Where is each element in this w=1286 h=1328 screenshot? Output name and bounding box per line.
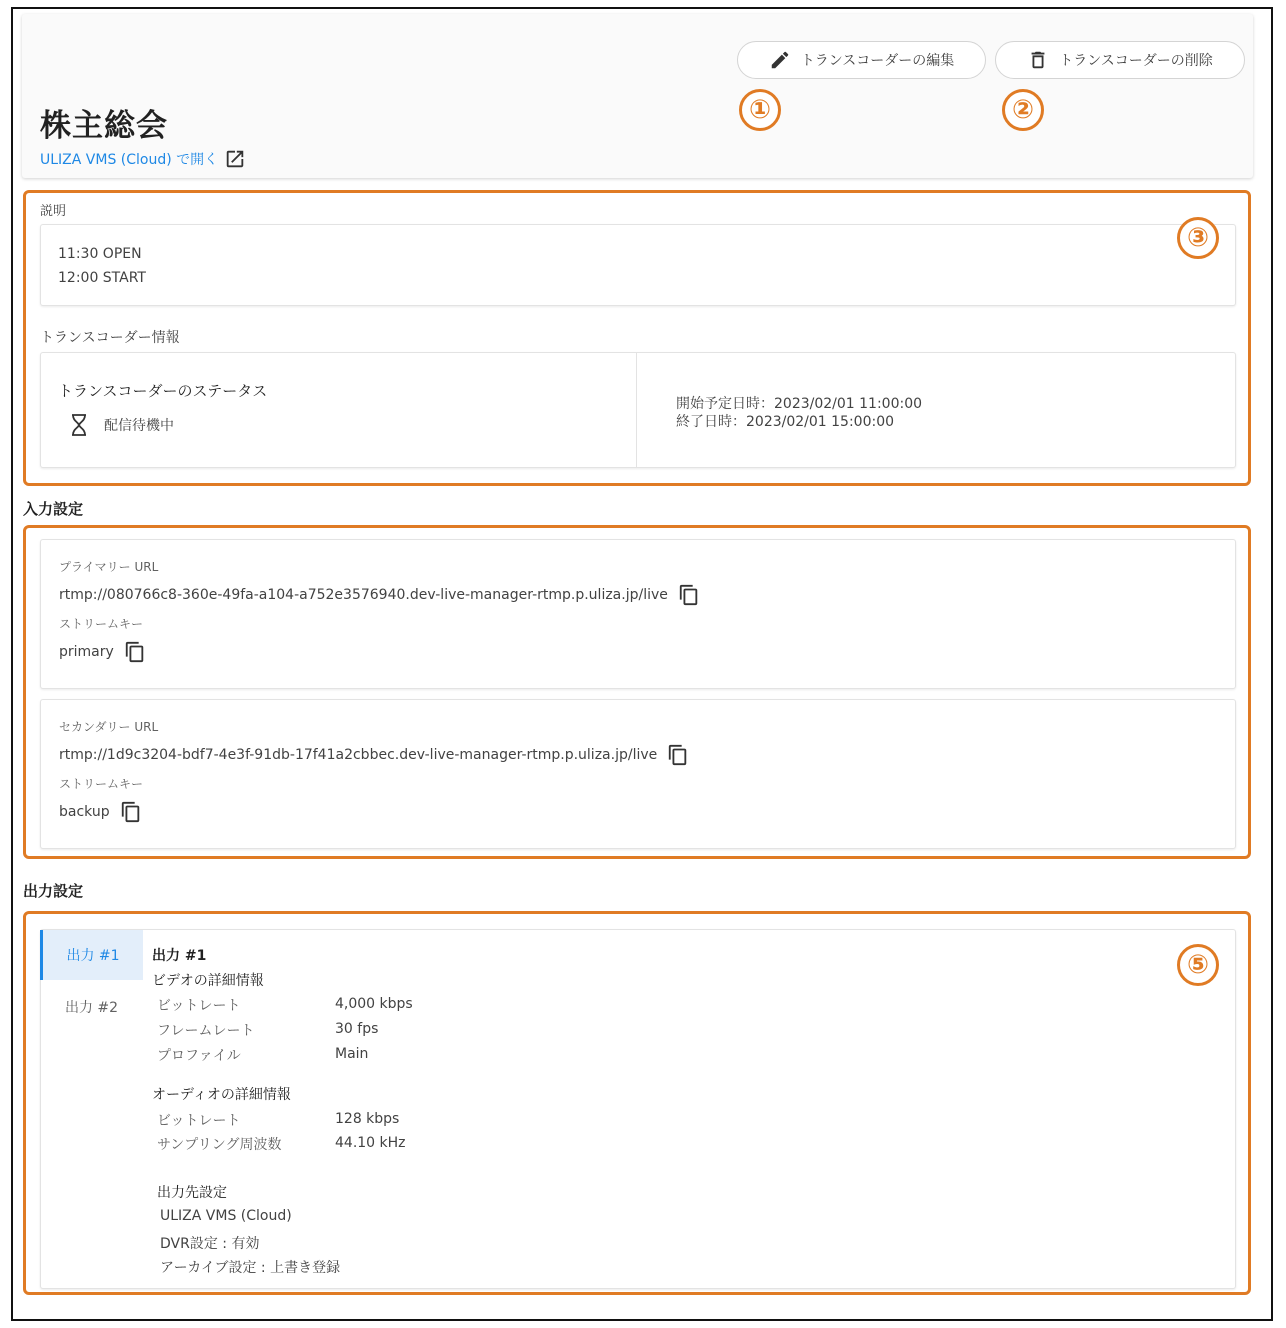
output-settings-heading: 出力設定 [23,882,84,900]
audio-details-heading: オーディオの詳細情報 [152,1087,291,1103]
end-time: 終了日時：2023/02/01 15:00:00 [676,414,895,430]
external-link-icon [224,148,246,170]
sampling-rate-value: 44.10 kHz [335,1135,406,1151]
open-link-label: ULIZA VMS (Cloud) で開く [40,152,219,168]
copy-icon[interactable] [124,640,146,664]
framerate-label: フレームレート [157,1023,255,1039]
description-line: 12:00 START [58,270,146,286]
copy-icon[interactable] [120,800,142,824]
audio-bitrate-value: 128 kbps [335,1111,400,1127]
page-title: 株主総会 [40,108,168,144]
transcoder-info-card [40,352,1236,468]
secondary-key-text: backup [59,804,110,820]
marker-1: ① [739,89,781,131]
video-bitrate-value: 4,000 kbps [335,996,413,1012]
status-label: トランスコーダーのステータス [58,382,268,400]
tab-output-2[interactable]: 出力 #2 [64,1000,119,1016]
delete-transcoder-button[interactable] [995,41,1245,79]
description-line: 11:30 OPEN [58,246,142,262]
edit-button-label: トランスコーダーの編集 [800,53,955,69]
destination-item: ULIZA VMS (Cloud) [160,1208,292,1224]
info-divider [636,353,637,467]
archive-setting: アーカイブ設定 : 上書き登録 [160,1260,341,1276]
secondary-key [59,800,142,824]
status-text: 配信待機中 [104,418,174,434]
profile-value: Main [335,1046,369,1062]
audio-bitrate-label: ビットレート [157,1113,241,1129]
marker-3: ③ [1177,217,1219,259]
copy-icon[interactable] [678,583,700,607]
secondary-url-label: セカンダリー URL [59,720,159,734]
output-title: 出力 #1 [152,948,207,964]
start-time: 開始予定日時：2023/02/01 11:00:00 [676,396,923,412]
open-in-vms-link[interactable] [40,148,246,170]
video-bitrate-label: ビットレート [157,998,241,1014]
hourglass-icon [70,414,88,436]
secondary-url [59,743,689,767]
tab-output-1[interactable]: 出力 #1 [40,930,143,980]
pencil-icon [769,49,791,71]
secondary-key-label: ストリームキー [59,777,144,791]
secondary-input-card [40,699,1236,849]
primary-url-label: プライマリー URL [59,560,159,574]
primary-input-card [40,539,1236,689]
primary-url-text: rtmp://080766c8-360e-49fa-a104-a752e3576940.dev-live-manager-rtmp.p.uliza.jp/live [59,587,668,603]
input-settings-heading: 入力設定 [23,500,84,518]
delete-button-label: トランスコーダーの削除 [1059,53,1213,69]
marker-5: ⑤ [1177,944,1219,986]
primary-key-label: ストリームキー [59,617,144,631]
marker-2: ② [1002,89,1044,131]
description-label: 説明 [40,204,67,219]
sampling-rate-label: サンプリング周波数 [157,1137,282,1153]
video-details-heading: ビデオの詳細情報 [152,973,264,989]
description-card [40,224,1236,306]
schedule-info [676,395,922,431]
primary-key-text: primary [59,644,114,660]
transcoder-info-label: トランスコーダー情報 [40,330,180,346]
edit-transcoder-button[interactable] [737,41,986,79]
framerate-value: 30 fps [335,1021,379,1037]
primary-key [59,640,146,664]
status-value [70,414,174,436]
profile-label: プロファイル [157,1048,241,1064]
trash-icon [1027,49,1049,71]
primary-url [59,583,700,607]
dvr-setting: DVR設定 : 有効 [160,1236,260,1252]
secondary-url-text: rtmp://1d9c3204-bdf7-4e3f-91db-17f41a2cbbec.dev-live-manager-rtmp.p.uliza.jp/live [59,747,658,763]
destination-heading: 出力先設定 [157,1185,227,1201]
copy-icon[interactable] [667,743,689,767]
